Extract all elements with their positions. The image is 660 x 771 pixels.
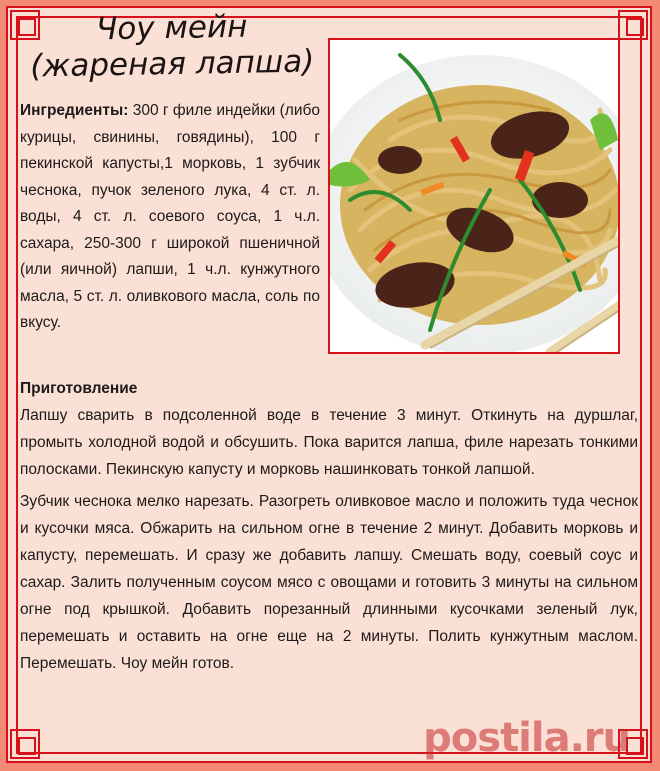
corner-ornament-bottom-left <box>10 729 40 759</box>
dish-photo <box>328 38 620 354</box>
title-line-1: Чоу мейн <box>95 8 248 48</box>
corner-ornament-top-right <box>618 10 648 40</box>
title-line-2: (жареная лапша) <box>29 43 315 85</box>
ingredients-block <box>20 98 320 337</box>
preparation-heading: Приготовление <box>20 380 138 397</box>
watermark: postila.ru <box>423 715 630 761</box>
recipe-title <box>21 7 322 84</box>
preparation-paragraph: Лапшу сварить в подсоленной воде в течение 3 минут. Откинуть на дуршлаг, промыть холодной водой и обсушить. Пока варится лапша, филе нарезать тонкими полосками. Пекинскую капусту и морковь нашинковать тонкой лапшой. <box>20 407 638 478</box>
ingredients-label: Ингредиенты: <box>20 102 129 119</box>
preparation-paragraph: Зубчик чеснока мелко нарезать. Разогреть оливковое масло и положить туда чеснок и кусочки мяса. Обжарить на сильном огне в течение 2 минут. Добавить морковь и капусту, перемешать. И сразу же добавить лапшу. Смешать воду, соевый соус и сахар. Залить полученным соусом мясо с овощами и готовить 3 минуты на сильном огне под крышкой. Добавить порезанный длинными кусочками зеленый лук, перемешать и оставить на огне еще на 2 минуты. Полить кунжутным маслом. Перемешать. Чоу мейн готов. <box>20 493 638 672</box>
noodles-illustration <box>330 40 618 352</box>
ingredients-text: 300 г филе индейки (либо курицы, свинины, говядины), 100 г пекинской капусты,1 морковь, 1 зубчик чеснока, пучок зеленого лука, 4 ст. л. воды, 4 ст. л. соевого соуса, 1 ч.л. сахара, 250-300 г широкой пшеничной (или яичной) лапши, 1 ч.л. кунжутного масла, 5 ст. л. оливкового масла, соль по вкусу. <box>20 102 320 331</box>
preparation-steps <box>20 402 638 682</box>
